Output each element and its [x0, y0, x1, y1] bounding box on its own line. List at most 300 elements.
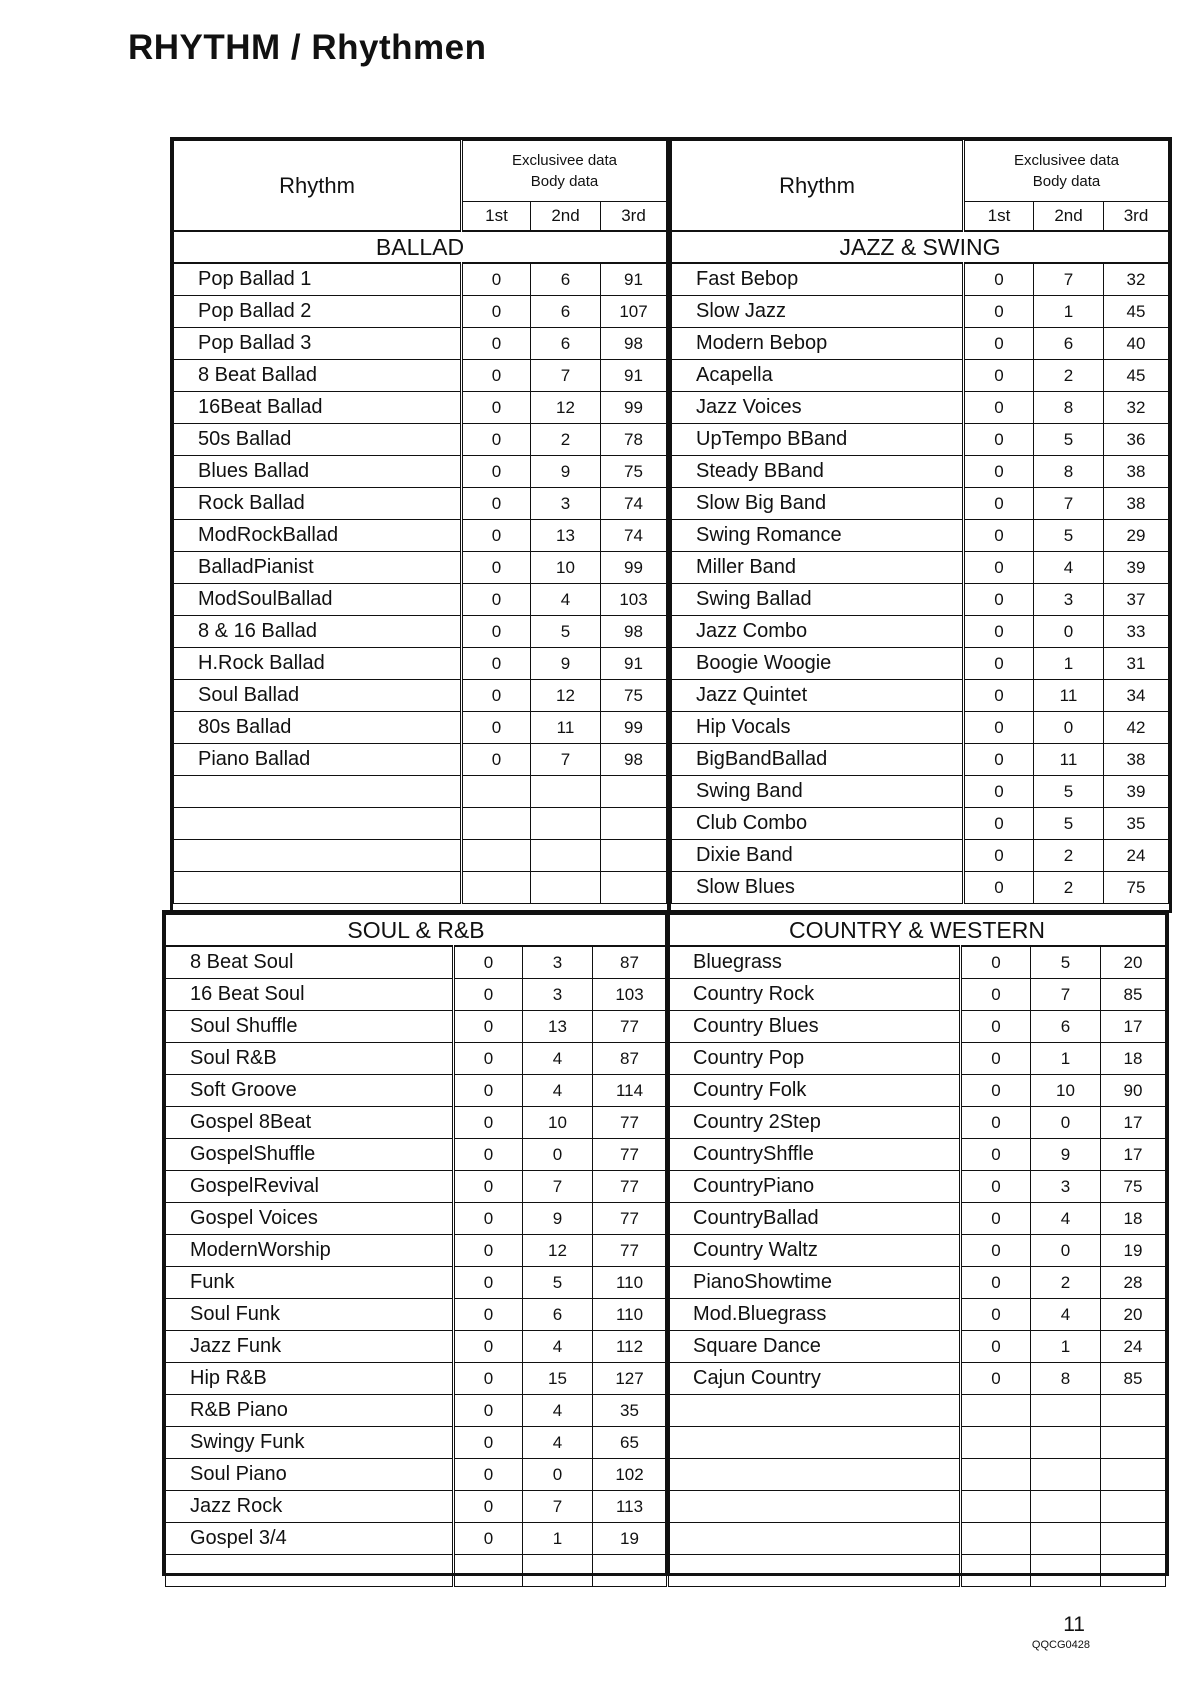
data-cell-1: 0	[964, 360, 1034, 392]
rhythm-name: Jazz Quintet	[672, 680, 964, 712]
data-cell-3: 31	[1104, 648, 1169, 680]
table-row	[672, 520, 1169, 552]
column-header-3: 3rd	[601, 202, 667, 232]
data-cell-1: 0	[462, 584, 531, 616]
section-header-soul	[166, 914, 667, 946]
rhythm-name: Soul Piano	[166, 1459, 454, 1491]
data-cell-1: 0	[462, 392, 531, 424]
data-cell-3: 102	[593, 1459, 667, 1491]
data-cell-1: 0	[961, 1043, 1031, 1075]
table-header-row	[174, 141, 667, 202]
data-cell-3: 85	[1101, 1363, 1166, 1395]
data-cell-2: 13	[531, 520, 601, 552]
data-cell-3: 77	[593, 1235, 667, 1267]
data-cell-1: 0	[964, 616, 1034, 648]
data-cell-2: 8	[1034, 392, 1104, 424]
rhythm-name	[174, 776, 462, 808]
data-cell-3	[1101, 1395, 1166, 1427]
data-cell-2: 9	[523, 1203, 593, 1235]
data-cell-1: 0	[961, 1139, 1031, 1171]
table-row	[672, 296, 1169, 328]
data-cell-2: 0	[1031, 1107, 1101, 1139]
data-cell-3: 38	[1104, 456, 1169, 488]
data-cell-3: 77	[593, 1203, 667, 1235]
table-row	[669, 1427, 1166, 1459]
rhythm-name: Acapella	[672, 360, 964, 392]
column-header-1: 1st	[964, 202, 1034, 232]
data-cell-1	[462, 808, 531, 840]
data-cell-1: 0	[964, 296, 1034, 328]
data-cell-2: 1	[1034, 648, 1104, 680]
rhythm-name: Soul Shuffle	[166, 1011, 454, 1043]
table-row	[672, 680, 1169, 712]
data-cell-2: 10	[523, 1107, 593, 1139]
data-cell-2	[1031, 1459, 1101, 1491]
table-row	[672, 616, 1169, 648]
data-cell-3	[601, 776, 667, 808]
table-row	[672, 456, 1169, 488]
rhythm-name: Boogie Woogie	[672, 648, 964, 680]
table-row	[672, 648, 1169, 680]
data-cell-3: 24	[1104, 840, 1169, 872]
data-cell-3: 99	[601, 392, 667, 424]
data-cell-1: 0	[964, 648, 1034, 680]
data-cell-3: 99	[601, 712, 667, 744]
table-row	[174, 744, 667, 776]
left-rhythm-table-lower	[162, 910, 670, 1576]
rhythm-name: Funk	[166, 1267, 454, 1299]
data-cell-3: 98	[601, 616, 667, 648]
data-cell-2	[1031, 1555, 1101, 1587]
data-cell-1: 0	[454, 1459, 523, 1491]
rhythm-name: Slow Jazz	[672, 296, 964, 328]
rhythm-name: Steady BBand	[672, 456, 964, 488]
table-row	[166, 979, 667, 1011]
data-cell-2: 7	[531, 360, 601, 392]
data-cell-1: 0	[454, 1331, 523, 1363]
data-cell-3	[1101, 1555, 1166, 1587]
table-row	[174, 872, 667, 904]
data-cell-2: 7	[1031, 979, 1101, 1011]
data-cell-3: 37	[1104, 584, 1169, 616]
data-cell-3: 19	[593, 1523, 667, 1555]
data-cell-1: 0	[454, 1203, 523, 1235]
section-header-jazz	[672, 231, 1169, 263]
data-cell-3: 39	[1104, 776, 1169, 808]
data-cell-1	[961, 1555, 1031, 1587]
data-cell-2: 5	[1034, 776, 1104, 808]
section-header-ballad	[174, 231, 667, 263]
rhythm-name: Soul Ballad	[174, 680, 462, 712]
data-cell-2: 11	[1034, 744, 1104, 776]
data-cell-2: 12	[531, 392, 601, 424]
rhythm-name: Swing Band	[672, 776, 964, 808]
data-cell-1: 0	[964, 584, 1034, 616]
data-cell-1: 0	[454, 1267, 523, 1299]
rhythm-name: GospelRevival	[166, 1171, 454, 1203]
data-cell-3: 78	[601, 424, 667, 456]
data-cell-1: 0	[961, 1107, 1031, 1139]
data-cell-2: 4	[523, 1331, 593, 1363]
table-row	[669, 1555, 1166, 1587]
table-row	[174, 840, 667, 872]
data-cell-1: 0	[961, 1363, 1031, 1395]
data-cell-1: 0	[454, 1171, 523, 1203]
data-cell-2	[1031, 1427, 1101, 1459]
page-number: 11	[1063, 1613, 1085, 1636]
table-row	[166, 1363, 667, 1395]
rhythm-name: Gospel 8Beat	[166, 1107, 454, 1139]
right-rhythm-table-lower	[665, 910, 1169, 1576]
rhythm-name: Pop Ballad 1	[174, 263, 462, 296]
rhythm-name: PianoShowtime	[669, 1267, 961, 1299]
data-cell-2: 9	[531, 456, 601, 488]
data-cell-2: 12	[523, 1235, 593, 1267]
data-cell-1: 0	[454, 1075, 523, 1107]
data-cell-2: 1	[1034, 296, 1104, 328]
data-cell-1: 0	[454, 1395, 523, 1427]
rhythm-name: Slow Blues	[672, 872, 964, 904]
table-row	[669, 1299, 1166, 1331]
table-row	[166, 1491, 667, 1523]
data-cell-1: 0	[454, 979, 523, 1011]
data-cell-3: 20	[1101, 946, 1166, 979]
table-row	[672, 584, 1169, 616]
data-cell-1: 0	[961, 1331, 1031, 1363]
data-cell-2: 5	[1031, 946, 1101, 979]
table-row	[174, 584, 667, 616]
rhythm-name: ModernWorship	[166, 1235, 454, 1267]
data-cell-1: 0	[462, 424, 531, 456]
rhythm-name: Modern Bebop	[672, 328, 964, 360]
data-cell-2: 0	[523, 1139, 593, 1171]
table-row	[166, 946, 667, 979]
rhythm-name: ModRockBallad	[174, 520, 462, 552]
data-cell-1: 0	[964, 488, 1034, 520]
data-cell-2: 1	[1031, 1331, 1101, 1363]
rhythm-name: Country 2Step	[669, 1107, 961, 1139]
rhythm-name: Miller Band	[672, 552, 964, 584]
table-row	[166, 1075, 667, 1107]
data-cell-1	[961, 1491, 1031, 1523]
document-code: QQCG0428	[1031, 1639, 1090, 1651]
data-cell-1: 0	[964, 680, 1034, 712]
table-row	[174, 616, 667, 648]
table-row	[669, 946, 1166, 979]
left-rhythm-table	[170, 137, 670, 913]
table-row	[174, 520, 667, 552]
data-cell-1: 0	[462, 552, 531, 584]
data-cell-3: 87	[593, 946, 667, 979]
table-row	[669, 1171, 1166, 1203]
data-cell-1: 0	[961, 1203, 1031, 1235]
data-cell-1: 0	[454, 946, 523, 979]
table-row	[166, 1395, 667, 1427]
data-cell-3: 98	[601, 744, 667, 776]
table-row	[669, 1107, 1166, 1139]
data-cell-2: 4	[531, 584, 601, 616]
table-row	[174, 808, 667, 840]
data-cell-3: 113	[593, 1491, 667, 1523]
rhythm-name: Mod.Bluegrass	[669, 1299, 961, 1331]
rhythm-name	[669, 1523, 961, 1555]
data-cell-2: 6	[523, 1299, 593, 1331]
data-cell-3: 33	[1104, 616, 1169, 648]
data-cell-3: 103	[593, 979, 667, 1011]
data-cell-2: 9	[531, 648, 601, 680]
data-cell-2	[531, 872, 601, 904]
data-cell-1	[961, 1523, 1031, 1555]
data-cell-2: 6	[1031, 1011, 1101, 1043]
data-cell-2: 4	[523, 1395, 593, 1427]
data-cell-2	[531, 840, 601, 872]
data-cell-2: 4	[1031, 1299, 1101, 1331]
rhythm-column-header: Rhythm	[672, 141, 964, 232]
data-cell-2	[1031, 1395, 1101, 1427]
data-cell-2: 7	[523, 1171, 593, 1203]
table-row	[669, 1011, 1166, 1043]
rhythm-name: Country Pop	[669, 1043, 961, 1075]
data-cell-2: 2	[531, 424, 601, 456]
data-cell-3: 91	[601, 360, 667, 392]
rhythm-name: CountryBallad	[669, 1203, 961, 1235]
rhythm-name: 8 Beat Ballad	[174, 360, 462, 392]
rhythm-name: Swing Ballad	[672, 584, 964, 616]
data-cell-1: 0	[964, 328, 1034, 360]
data-cell-1: 0	[454, 1523, 523, 1555]
data-cell-1: 0	[462, 328, 531, 360]
table-row	[669, 1331, 1166, 1363]
data-cell-3: 85	[1101, 979, 1166, 1011]
rhythm-name: Slow Big Band	[672, 488, 964, 520]
data-cell-3: 35	[1104, 808, 1169, 840]
table-row	[166, 1427, 667, 1459]
table-row	[166, 1139, 667, 1171]
data-cell-1: 0	[961, 1075, 1031, 1107]
data-cell-3: 110	[593, 1267, 667, 1299]
table-row	[174, 712, 667, 744]
table-row	[669, 1075, 1166, 1107]
data-cell-3: 74	[601, 520, 667, 552]
data-cell-1: 0	[462, 680, 531, 712]
rhythm-name: 8 Beat Soul	[166, 946, 454, 979]
table-row	[166, 1523, 667, 1555]
data-cell-2	[1031, 1523, 1101, 1555]
data-cell-3: 17	[1101, 1011, 1166, 1043]
data-cell-3: 39	[1104, 552, 1169, 584]
data-cell-3: 45	[1104, 360, 1169, 392]
data-cell-3: 38	[1104, 488, 1169, 520]
data-cell-1: 0	[454, 1139, 523, 1171]
data-cell-2: 3	[523, 946, 593, 979]
rhythm-name: Square Dance	[669, 1331, 961, 1363]
data-cell-1: 0	[961, 1267, 1031, 1299]
data-cell-2: 6	[531, 263, 601, 296]
data-cell-3: 17	[1101, 1139, 1166, 1171]
data-cell-2: 5	[531, 616, 601, 648]
data-cell-1: 0	[454, 1363, 523, 1395]
rhythm-name: Swing Romance	[672, 520, 964, 552]
data-cell-3: 18	[1101, 1203, 1166, 1235]
table-row	[672, 488, 1169, 520]
table-row	[669, 1363, 1166, 1395]
data-cell-1: 0	[964, 520, 1034, 552]
data-cell-3: 19	[1101, 1235, 1166, 1267]
table-row	[174, 360, 667, 392]
exclusive-label: Exclusivee data	[1013, 152, 1120, 169]
rhythm-name: BigBandBallad	[672, 744, 964, 776]
data-cell-2: 13	[523, 1011, 593, 1043]
column-header-1: 1st	[462, 202, 531, 232]
data-cell-2: 0	[1031, 1235, 1101, 1267]
exclusive-label: Exclusivee data	[511, 152, 618, 169]
rhythm-name: Country Waltz	[669, 1235, 961, 1267]
data-cell-2: 5	[1034, 424, 1104, 456]
data-cell-3: 75	[601, 456, 667, 488]
table-row	[672, 744, 1169, 776]
data-cell-1: 0	[961, 1171, 1031, 1203]
data-cell-3	[1101, 1523, 1166, 1555]
rhythm-name: Jazz Funk	[166, 1331, 454, 1363]
rhythm-name: 16Beat Ballad	[174, 392, 462, 424]
data-cell-2: 3	[1034, 584, 1104, 616]
rhythm-name: BalladPianist	[174, 552, 462, 584]
data-cell-3: 29	[1104, 520, 1169, 552]
rhythm-name: Club Combo	[672, 808, 964, 840]
rhythm-name: Hip Vocals	[672, 712, 964, 744]
data-cell-1: 0	[964, 776, 1034, 808]
data-cell-1: 0	[462, 744, 531, 776]
data-cell-1: 0	[462, 520, 531, 552]
data-cell-2: 9	[1031, 1139, 1101, 1171]
data-cell-1: 0	[964, 712, 1034, 744]
data-cell-1: 0	[964, 263, 1034, 296]
data-cell-1: 0	[964, 840, 1034, 872]
data-cell-2	[1031, 1491, 1101, 1523]
rhythm-name: Country Folk	[669, 1075, 961, 1107]
rhythm-name: Jazz Combo	[672, 616, 964, 648]
data-cell-3: 87	[593, 1043, 667, 1075]
rhythm-name: Soul R&B	[166, 1043, 454, 1075]
table-row	[174, 424, 667, 456]
table-row	[672, 808, 1169, 840]
data-cell-2: 8	[1034, 456, 1104, 488]
data-cell-3: 40	[1104, 328, 1169, 360]
rhythm-name: 50s Ballad	[174, 424, 462, 456]
data-cell-2: 12	[531, 680, 601, 712]
data-cell-2: 4	[1034, 552, 1104, 584]
data-cell-3: 20	[1101, 1299, 1166, 1331]
data-cell-3: 75	[1104, 872, 1169, 904]
data-cell-3	[601, 872, 667, 904]
data-cell-3: 90	[1101, 1075, 1166, 1107]
column-header-3: 3rd	[1104, 202, 1169, 232]
data-cell-2	[523, 1555, 593, 1587]
table-row	[174, 263, 667, 296]
rhythm-name: GospelShuffle	[166, 1139, 454, 1171]
rhythm-name	[174, 808, 462, 840]
data-cell-2: 5	[1034, 520, 1104, 552]
rhythm-name: Pop Ballad 3	[174, 328, 462, 360]
data-cell-1	[961, 1427, 1031, 1459]
rhythm-name	[669, 1491, 961, 1523]
table-row	[174, 680, 667, 712]
data-cell-3: 36	[1104, 424, 1169, 456]
table-row	[166, 1011, 667, 1043]
rhythm-name: 16 Beat Soul	[166, 979, 454, 1011]
body-data-label: Body data	[530, 173, 599, 190]
data-cell-1	[462, 872, 531, 904]
rhythm-name: Cajun Country	[669, 1363, 961, 1395]
data-cell-2: 1	[1031, 1043, 1101, 1075]
rhythm-name: CountryShffle	[669, 1139, 961, 1171]
data-cell-1: 0	[961, 1235, 1031, 1267]
data-cell-3: 77	[593, 1139, 667, 1171]
rhythm-name: UpTempo BBand	[672, 424, 964, 456]
table-row	[672, 840, 1169, 872]
data-cell-3: 75	[601, 680, 667, 712]
data-cell-1: 0	[964, 872, 1034, 904]
rhythm-name: Piano Ballad	[174, 744, 462, 776]
table-row	[669, 1235, 1166, 1267]
table-row	[672, 263, 1169, 296]
data-cell-2: 7	[531, 744, 601, 776]
data-cell-3	[593, 1555, 667, 1587]
page-title: RHYTHM / Rhythmen	[128, 28, 487, 67]
data-cell-2: 7	[1034, 263, 1104, 296]
exclusive-data-header	[964, 141, 1169, 202]
rhythm-name	[669, 1395, 961, 1427]
data-cell-2: 3	[1031, 1171, 1101, 1203]
data-cell-1: 0	[462, 456, 531, 488]
data-cell-3: 65	[593, 1427, 667, 1459]
table-row	[174, 392, 667, 424]
data-cell-1: 0	[462, 616, 531, 648]
data-cell-1	[961, 1459, 1031, 1491]
data-cell-3: 127	[593, 1363, 667, 1395]
table-row	[672, 776, 1169, 808]
data-cell-3: 35	[593, 1395, 667, 1427]
table-row	[166, 1203, 667, 1235]
rhythm-name: Hip R&B	[166, 1363, 454, 1395]
data-cell-3	[601, 840, 667, 872]
data-cell-3: 32	[1104, 392, 1169, 424]
rhythm-name: Country Rock	[669, 979, 961, 1011]
rhythm-column-header: Rhythm	[174, 141, 462, 232]
table-row	[166, 1299, 667, 1331]
data-cell-1: 0	[454, 1011, 523, 1043]
table-row	[166, 1043, 667, 1075]
rhythm-name: 8 & 16 Ballad	[174, 616, 462, 648]
data-cell-1: 0	[454, 1491, 523, 1523]
data-cell-3: 17	[1101, 1107, 1166, 1139]
column-header-2: 2nd	[531, 202, 601, 232]
table-row	[669, 1491, 1166, 1523]
data-cell-2: 6	[531, 328, 601, 360]
rhythm-name	[669, 1427, 961, 1459]
body-data-label: Body data	[1032, 173, 1101, 190]
data-cell-1: 0	[462, 648, 531, 680]
rhythm-name: Jazz Voices	[672, 392, 964, 424]
data-cell-1: 0	[462, 296, 531, 328]
column-header-2: 2nd	[1034, 202, 1104, 232]
data-cell-3: 38	[1104, 744, 1169, 776]
table-row	[174, 456, 667, 488]
rhythm-name: Swingy Funk	[166, 1427, 454, 1459]
data-cell-3	[1101, 1491, 1166, 1523]
rhythm-name: Rock Ballad	[174, 488, 462, 520]
data-cell-3	[1101, 1459, 1166, 1491]
